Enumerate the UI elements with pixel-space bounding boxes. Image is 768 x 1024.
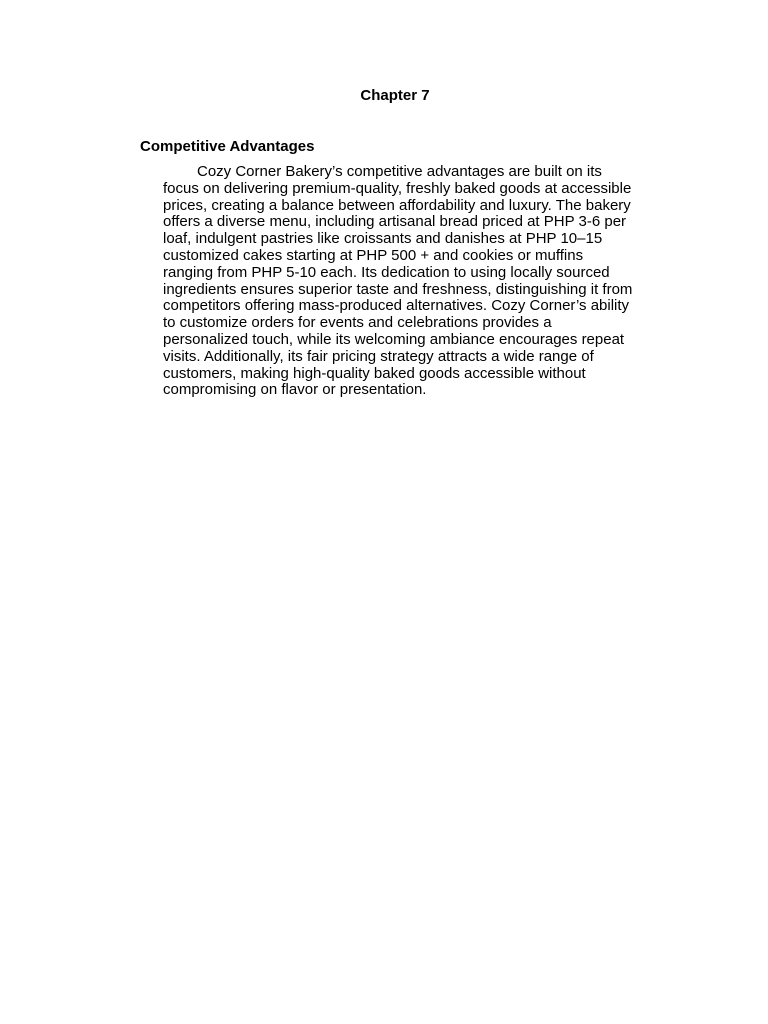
paragraph-line: focus on delivering premium-quality, freshly baked goods at accessible <box>163 179 632 197</box>
paragraph-line: ranging from PHP 5-10 each. Its dedication to using locally sourced <box>163 263 610 281</box>
paragraph-line: customized cakes starting at PHP 500 + and cookies or muffins <box>163 246 584 264</box>
section-heading: Competitive Advantages <box>140 138 315 155</box>
paragraph-line: compromising on flavor or presentation. <box>163 381 427 399</box>
paragraph-line: to customize orders for events and celebrations provides a <box>163 314 552 332</box>
paragraph-line: offers a diverse menu, including artisanal bread priced at PHP 3-6 per <box>163 213 627 231</box>
chapter-title: Chapter 7 <box>360 87 430 104</box>
paragraph-line: personalized touch, while its welcoming ambiance encourages repeat <box>163 330 625 348</box>
paragraph-line: loaf, indulgent pastries like croissants and danishes at PHP 10–15 <box>163 230 603 248</box>
body-paragraph <box>163 164 653 399</box>
paragraph-line: customers, making high-quality baked goods accessible without <box>163 364 586 382</box>
paragraph-line: competitors offering mass-produced alternatives. Cozy Corner’s ability <box>163 297 630 315</box>
paragraph-line: ingredients ensures superior taste and freshness, distinguishing it from <box>163 280 633 298</box>
paragraph-line: visits. Additionally, its fair pricing strategy attracts a wide range of <box>163 347 594 365</box>
paragraph-line: prices, creating a balance between affordability and luxury. The bakery <box>163 196 631 214</box>
paragraph-line: Cozy Corner Bakery’s competitive advantages are built on its <box>197 163 602 180</box>
